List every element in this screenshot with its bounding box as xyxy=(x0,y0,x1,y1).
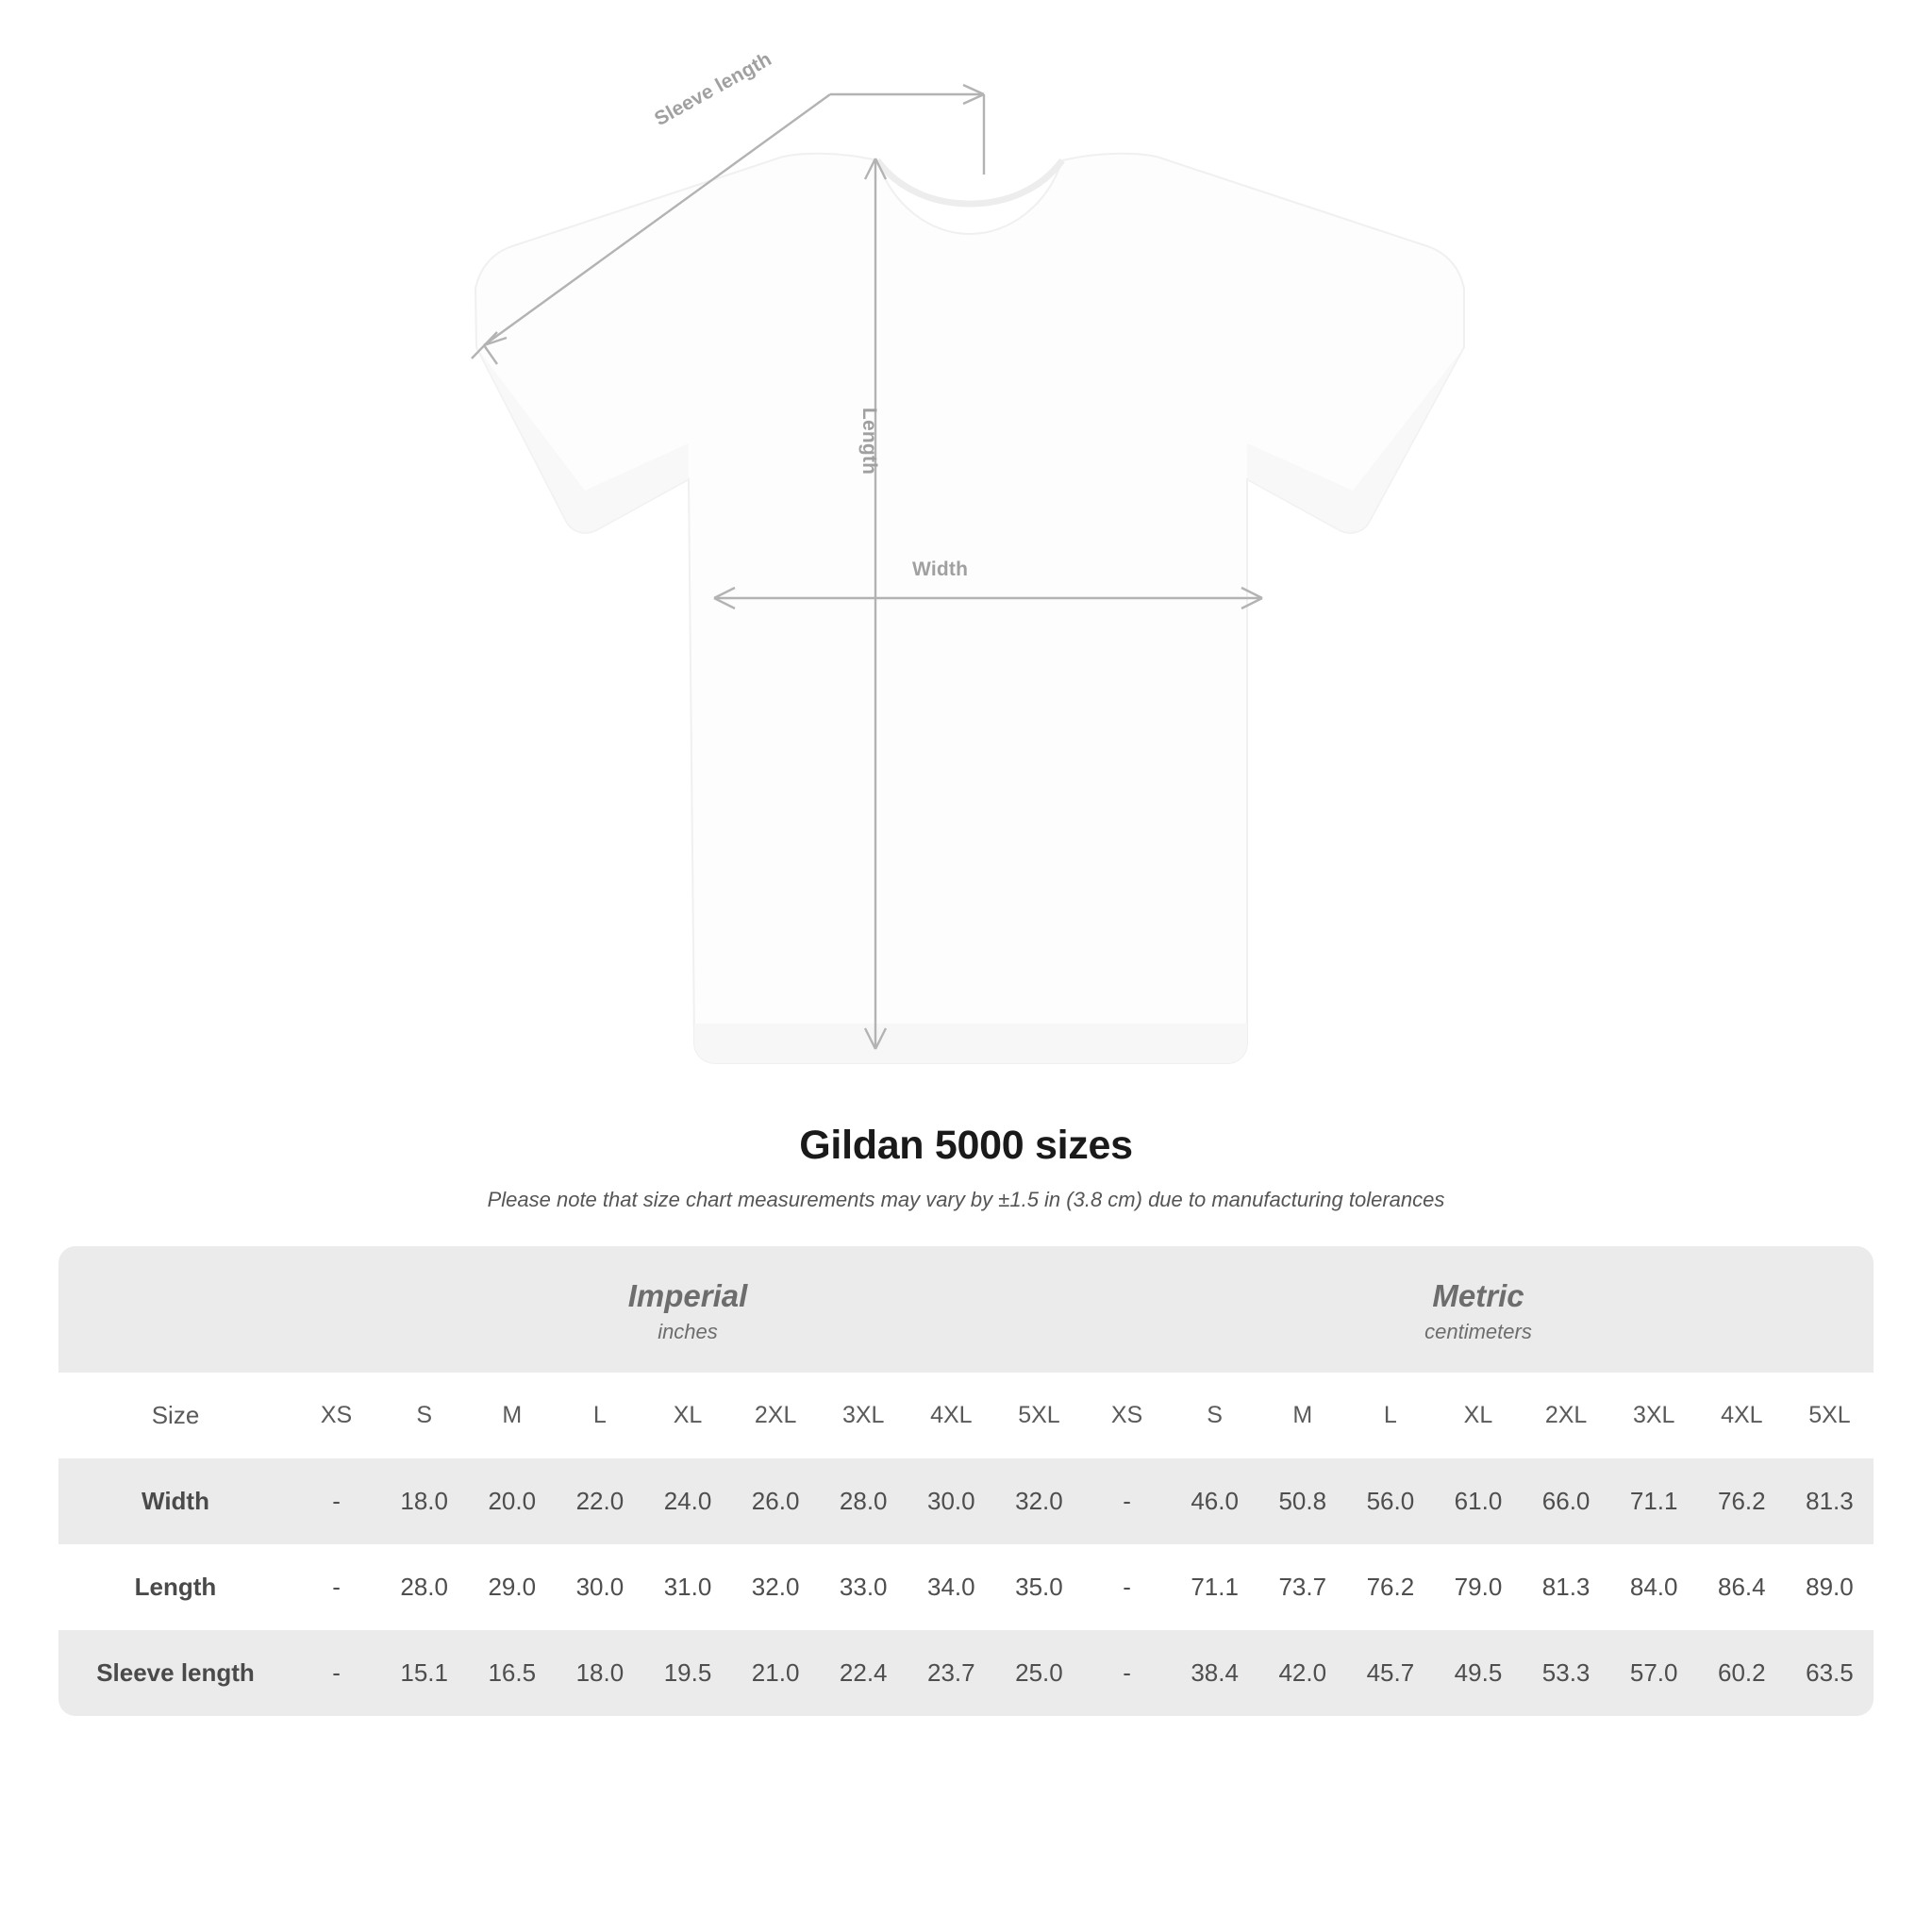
size-header-imperial-l: L xyxy=(556,1373,643,1458)
cell-sleeve-length-imperial-2xl: 21.0 xyxy=(732,1630,820,1716)
cell-sleeve-length-imperial-xl: 19.5 xyxy=(643,1630,731,1716)
size-header-imperial-3xl: 3XL xyxy=(820,1373,908,1458)
length-label: Length xyxy=(858,408,880,475)
cell-width-imperial-4xl: 30.0 xyxy=(908,1458,995,1544)
cell-sleeve-length-imperial-xs: - xyxy=(292,1630,380,1716)
cell-width-metric-s: 46.0 xyxy=(1171,1458,1258,1544)
cell-sleeve-length-imperial-3xl: 22.4 xyxy=(820,1630,908,1716)
tshirt-shape xyxy=(475,154,1464,1063)
unit-header-metric xyxy=(1083,1246,1874,1373)
cell-width-imperial-l: 22.0 xyxy=(556,1458,643,1544)
cell-length-imperial-xs: - xyxy=(292,1544,380,1630)
cell-width-metric-5xl: 81.3 xyxy=(1786,1458,1874,1544)
cell-sleeve-length-imperial-4xl: 23.7 xyxy=(908,1630,995,1716)
size-header-metric-4xl: 4XL xyxy=(1698,1373,1786,1458)
row-label-width: Width xyxy=(58,1458,292,1544)
cell-length-metric-s: 71.1 xyxy=(1171,1544,1258,1630)
unit-name: Metric xyxy=(1432,1278,1524,1313)
size-header-metric-xl: XL xyxy=(1434,1373,1522,1458)
cell-length-metric-2xl: 81.3 xyxy=(1523,1544,1610,1630)
cell-length-imperial-5xl: 35.0 xyxy=(995,1544,1083,1630)
unit-header-spacer xyxy=(58,1246,292,1373)
cell-length-imperial-m: 29.0 xyxy=(468,1544,556,1630)
cell-width-metric-4xl: 76.2 xyxy=(1698,1458,1786,1544)
table-row xyxy=(58,1630,1874,1716)
cell-sleeve-length-metric-m: 42.0 xyxy=(1258,1630,1346,1716)
unit-header-row xyxy=(58,1246,1874,1373)
cell-length-metric-m: 73.7 xyxy=(1258,1544,1346,1630)
size-header-imperial-4xl: 4XL xyxy=(908,1373,995,1458)
cell-length-metric-l: 76.2 xyxy=(1346,1544,1434,1630)
size-header-metric-5xl: 5XL xyxy=(1786,1373,1874,1458)
cell-sleeve-length-imperial-s: 15.1 xyxy=(380,1630,468,1716)
size-header-metric-s: S xyxy=(1171,1373,1258,1458)
cell-width-metric-xl: 61.0 xyxy=(1434,1458,1522,1544)
cell-width-metric-m: 50.8 xyxy=(1258,1458,1346,1544)
width-label: Width xyxy=(912,558,969,580)
cell-length-imperial-4xl: 34.0 xyxy=(908,1544,995,1630)
cell-length-metric-5xl: 89.0 xyxy=(1786,1544,1874,1630)
size-header-imperial-s: S xyxy=(380,1373,468,1458)
cell-width-imperial-3xl: 28.0 xyxy=(820,1458,908,1544)
cell-sleeve-length-metric-4xl: 60.2 xyxy=(1698,1630,1786,1716)
cell-length-imperial-2xl: 32.0 xyxy=(732,1544,820,1630)
table-row xyxy=(58,1544,1874,1630)
row-label-length: Length xyxy=(58,1544,292,1630)
cell-length-imperial-3xl: 33.0 xyxy=(820,1544,908,1630)
size-table-container xyxy=(58,1246,1874,1716)
sleeve-length-label: Sleeve length xyxy=(651,48,775,131)
size-header-imperial-xs: XS xyxy=(292,1373,380,1458)
size-header-label: Size xyxy=(58,1373,292,1458)
cell-sleeve-length-metric-3xl: 57.0 xyxy=(1610,1630,1698,1716)
cell-width-imperial-xs: - xyxy=(292,1458,380,1544)
cell-length-imperial-l: 30.0 xyxy=(556,1544,643,1630)
cell-length-metric-4xl: 86.4 xyxy=(1698,1544,1786,1630)
row-label-sleeve-length: Sleeve length xyxy=(58,1630,292,1716)
unit-subtitle: centimeters xyxy=(1424,1319,1532,1343)
cell-length-metric-3xl: 84.0 xyxy=(1610,1544,1698,1630)
cell-length-metric-xl: 79.0 xyxy=(1434,1544,1522,1630)
cell-length-imperial-s: 28.0 xyxy=(380,1544,468,1630)
cell-sleeve-length-metric-5xl: 63.5 xyxy=(1786,1630,1874,1716)
size-header-imperial-xl: XL xyxy=(643,1373,731,1458)
cell-width-metric-xs: - xyxy=(1083,1458,1171,1544)
cell-width-imperial-m: 20.0 xyxy=(468,1458,556,1544)
size-header-imperial-2xl: 2XL xyxy=(732,1373,820,1458)
cell-length-metric-xs: - xyxy=(1083,1544,1171,1630)
size-header-imperial-m: M xyxy=(468,1373,556,1458)
cell-width-imperial-2xl: 26.0 xyxy=(732,1458,820,1544)
cell-width-metric-3xl: 71.1 xyxy=(1610,1458,1698,1544)
unit-header-imperial xyxy=(292,1246,1083,1373)
tolerance-note: Please note that size chart measurements may vary by ±1.5 in (3.8 cm) due to manufacturing tolerances xyxy=(487,1188,1445,1211)
size-header-metric-xs: XS xyxy=(1083,1373,1171,1458)
cell-sleeve-length-metric-s: 38.4 xyxy=(1171,1630,1258,1716)
size-table xyxy=(58,1246,1874,1716)
cell-sleeve-length-metric-l: 45.7 xyxy=(1346,1630,1434,1716)
cell-width-imperial-5xl: 32.0 xyxy=(995,1458,1083,1544)
cell-sleeve-length-metric-2xl: 53.3 xyxy=(1523,1630,1610,1716)
size-header-metric-2xl: 2XL xyxy=(1523,1373,1610,1458)
cell-sleeve-length-metric-xl: 49.5 xyxy=(1434,1630,1522,1716)
cell-sleeve-length-imperial-m: 16.5 xyxy=(468,1630,556,1716)
unit-subtitle: inches xyxy=(658,1319,718,1343)
cell-width-metric-l: 56.0 xyxy=(1346,1458,1434,1544)
cell-sleeve-length-imperial-l: 18.0 xyxy=(556,1630,643,1716)
size-header-metric-m: M xyxy=(1258,1373,1346,1458)
cell-sleeve-length-metric-xs: - xyxy=(1083,1630,1171,1716)
table-row xyxy=(58,1458,1874,1544)
size-header-imperial-5xl: 5XL xyxy=(995,1373,1083,1458)
size-header-metric-3xl: 3XL xyxy=(1610,1373,1698,1458)
title-block xyxy=(0,1123,1932,1212)
cell-sleeve-length-imperial-5xl: 25.0 xyxy=(995,1630,1083,1716)
page-title: Gildan 5000 sizes xyxy=(799,1123,1133,1168)
unit-name: Imperial xyxy=(627,1278,748,1313)
size-header-row xyxy=(58,1373,1874,1458)
size-header-metric-l: L xyxy=(1346,1373,1434,1458)
cell-width-metric-2xl: 66.0 xyxy=(1523,1458,1610,1544)
cell-width-imperial-xl: 24.0 xyxy=(643,1458,731,1544)
cell-width-imperial-s: 18.0 xyxy=(380,1458,468,1544)
cell-length-imperial-xl: 31.0 xyxy=(643,1544,731,1630)
